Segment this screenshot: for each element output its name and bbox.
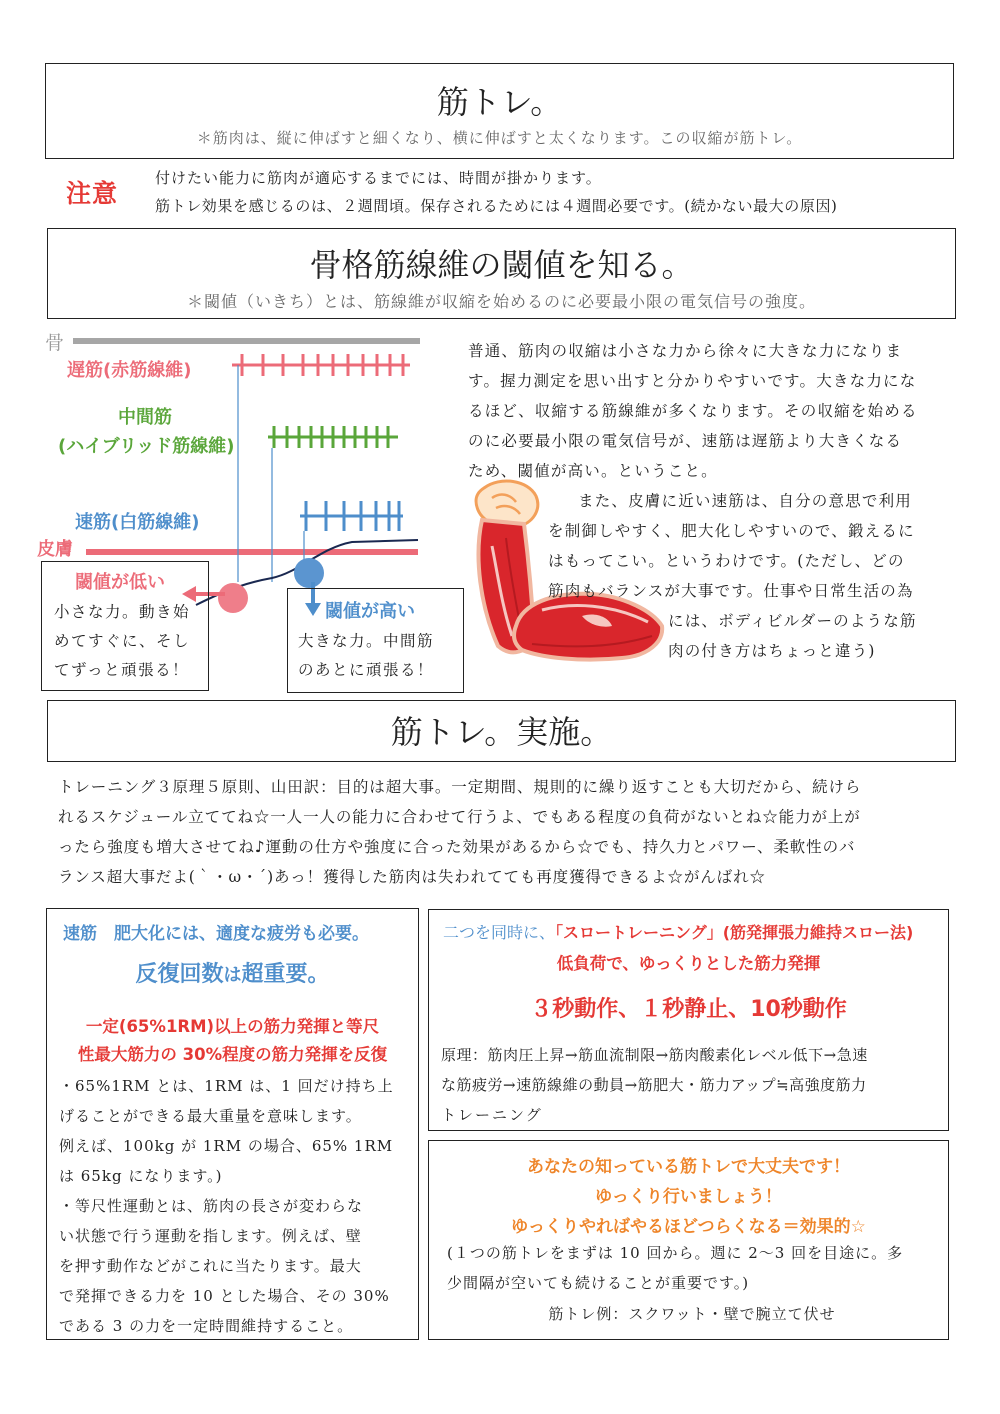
frequency-line: 少間隔が空いても続けることが重要です。) xyxy=(447,1274,750,1292)
explanation-paragraph-2 xyxy=(468,486,948,666)
body-line: である 3 の力を一定時間維持すること。 xyxy=(59,1317,354,1335)
repetition-word: 反復回数 xyxy=(135,962,224,987)
body-line: い状態で行う運動を指します。例えば、壁 xyxy=(59,1227,362,1245)
high-threshold-text-2: のあとに頑張る！ xyxy=(298,661,435,679)
title-box-3 xyxy=(47,700,956,762)
explanation-line: す。握力測定を思い出すと分かりやすいです。大きな力にな xyxy=(468,372,917,390)
slow-training-box xyxy=(428,909,949,1131)
explanation-line: また、皮膚に近い速筋は、自分の意思で利用 xyxy=(578,492,913,510)
low-threshold-title: 閾値が低い xyxy=(75,572,165,593)
explanation-line: るほど、収縮する筋線維が多くなります。その収縮を始める xyxy=(468,402,918,420)
low-threshold-text-1: 小さな力。動き始 xyxy=(54,603,191,621)
caution-line-1: 付けたい能力に筋肉が適応するまでには、時間が掛かります。 xyxy=(155,169,602,187)
title-box-1 xyxy=(45,63,954,159)
fast-fiber-line xyxy=(300,501,403,531)
caution-label: 注意 xyxy=(66,179,119,208)
encouragement-line-2: ゆっくり行いましょう！ xyxy=(595,1187,782,1207)
principle-line: 原理：筋肉圧上昇→筋血流制限→筋肉酸素化レベル低下→急速 xyxy=(441,1046,868,1064)
principles-line: トレーニング３原理５原則、山田訳：目的は超大事。一定期間、規則的に繰り返すことも大切だから、続けら xyxy=(58,778,862,796)
fast-fiber-label: 速筋(白筋線維) xyxy=(75,512,200,533)
repetition-particle: は xyxy=(223,965,242,986)
fast-muscle-heading: 速筋 肥大化には、適度な疲労も必要。 xyxy=(63,924,369,944)
title-subtitle: ＊筋肉は、縦に伸ばすと細くなり、横に伸ばすと太くなります。この収縮が筋トレ。 xyxy=(196,129,803,147)
caution-line-2: 筋トレ効果を感じるのは、２週間頃。保存されるためには４週間必要です。(続かない最大の原因) xyxy=(155,197,838,215)
mid-fiber-line xyxy=(268,426,398,448)
page-title: 筋トレ。 xyxy=(436,83,563,121)
repetition-important: 超重要。 xyxy=(241,962,330,987)
repetition-emphasis xyxy=(47,957,418,988)
explanation-line: を制御しやすく、肥大化しやすいので、鍛えるに xyxy=(548,522,915,540)
red-note-line-2: 性最大筋力の 30%程度の筋力発揮を反復 xyxy=(77,1045,388,1064)
body-line: 例えば、100kg が 1RM の場合、65% 1RM xyxy=(59,1137,394,1155)
high-threshold-dot xyxy=(294,558,324,588)
low-threshold-text-2: めてすぐに、そし xyxy=(54,632,191,650)
explanation-line: 筋肉もバランスが大事です。仕事や日常生活の為 xyxy=(548,582,914,600)
principles-paragraph xyxy=(58,772,958,892)
mid-fiber-label-2: (ハイブリッド筋線維) xyxy=(58,436,235,457)
body-line: を押す動作などがこれに当たります。最大 xyxy=(59,1257,362,1275)
section-title-practice: 筋トレ。実施。 xyxy=(390,713,613,751)
slow-training-heading xyxy=(443,920,913,943)
example-line: 筋トレ例：スクワット・壁で腕立て伏せ xyxy=(548,1305,836,1323)
title-box-2 xyxy=(47,228,956,319)
principles-line: ランス超大事だよ(｀・ω・´)あっ！獲得した筋肉は失われてても再度獲得できるよ☆がんばれ☆ xyxy=(58,868,766,886)
fast-muscle-body xyxy=(59,1071,411,1341)
encouragement-line-1: あなたの知っている筋トレで大丈夫です！ xyxy=(527,1157,850,1177)
slow-training-subtitle: 低負荷で、ゆっくりとした筋力発揮 xyxy=(556,954,821,973)
encouragement-line-3: ゆっくりやればやるほどつらくなる＝効果的☆ xyxy=(511,1217,866,1237)
frequency-line: (１つの筋トレをまずは 10 回から。週に 2〜3 回を目途に。多 xyxy=(447,1244,904,1262)
skin-label: 皮膚 xyxy=(37,539,73,560)
slow-training-heading-name: 「スロートレーニング」(筋発揮張力維持スロー法) xyxy=(555,923,914,942)
body-line: ・65%1RM とは、1RM は、1 回だけ持ち上 xyxy=(59,1077,394,1095)
encouragement-box xyxy=(428,1140,949,1340)
threshold-subtitle: ＊閾値（いきち）とは、筋線維が収縮を始めるのに必要最小限の電気信号の強度。 xyxy=(186,292,816,311)
principles-line: れるスケジュール立ててね☆一人一人の能力に合わせて行うよ、でもある程度の負荷がないとね☆能力が上が xyxy=(58,808,861,826)
low-threshold-text-3: てずっと頑張る！ xyxy=(54,661,190,679)
mid-fiber-label-1: 中間筋 xyxy=(118,407,172,428)
bone-label: 骨 xyxy=(45,332,65,354)
frequency-note xyxy=(447,1238,937,1329)
red-note-line-1: 一定(65%1RM)以上の筋力発揮と等尺 xyxy=(85,1017,380,1036)
slow-fiber-label: 遅筋(赤筋線維) xyxy=(67,360,192,381)
explanation-paragraph-1 xyxy=(468,336,948,486)
body-line: ・等尺性運動とは、筋肉の長さが変わらな xyxy=(59,1197,364,1215)
principle-line: トレーニング xyxy=(441,1106,543,1124)
explanation-line: には、ボディビルダーのような筋 xyxy=(668,612,917,630)
high-threshold-title: 閾値が高い xyxy=(325,601,415,622)
slow-training-principle xyxy=(441,1040,941,1130)
body-line: げることができる最大重量を意味します。 xyxy=(59,1107,362,1125)
high-threshold-box xyxy=(287,588,464,693)
fast-muscle-box xyxy=(46,908,419,1340)
low-threshold-dot xyxy=(218,583,248,613)
high-threshold-text-1: 大きな力。中間筋 xyxy=(298,632,435,650)
low-threshold-box xyxy=(41,561,209,691)
explanation-line: 普通、筋肉の収縮は小さな力から徐々に大きな力になりま xyxy=(468,342,903,360)
explanation-line: ため、閾値が高い。ということ。 xyxy=(468,462,718,480)
principle-line: な筋疲労→速筋線維の動員→筋肥大・筋力アップ≒高強度筋力 xyxy=(441,1076,867,1094)
slow-fiber-line xyxy=(232,354,410,376)
section-title-threshold: 骨格筋線維の閾値を知る。 xyxy=(309,246,694,284)
explanation-line: のに必要最小限の電気信号が、速筋は遅筋より大きくなる xyxy=(468,432,903,450)
slow-training-rhythm: ３秒動作、１秒静止、10秒動作 xyxy=(530,997,847,1022)
body-line: で発揮できる力を 10 とした場合、その 30% xyxy=(59,1287,390,1305)
principles-line: ったら強度も増大させてね♪運動の仕方や強度に合った効果があるから☆でも、持久力とパワー、柔軟性のバ xyxy=(58,838,856,856)
explanation-line: はもってこい。というわけです。(ただし、どの xyxy=(548,552,905,570)
slow-training-heading-prefix: 二つを同時に、 xyxy=(443,923,556,942)
explanation-line: 肉の付き方はちょっと違う) xyxy=(668,642,876,660)
body-line: は 65kg になります。) xyxy=(59,1167,223,1185)
